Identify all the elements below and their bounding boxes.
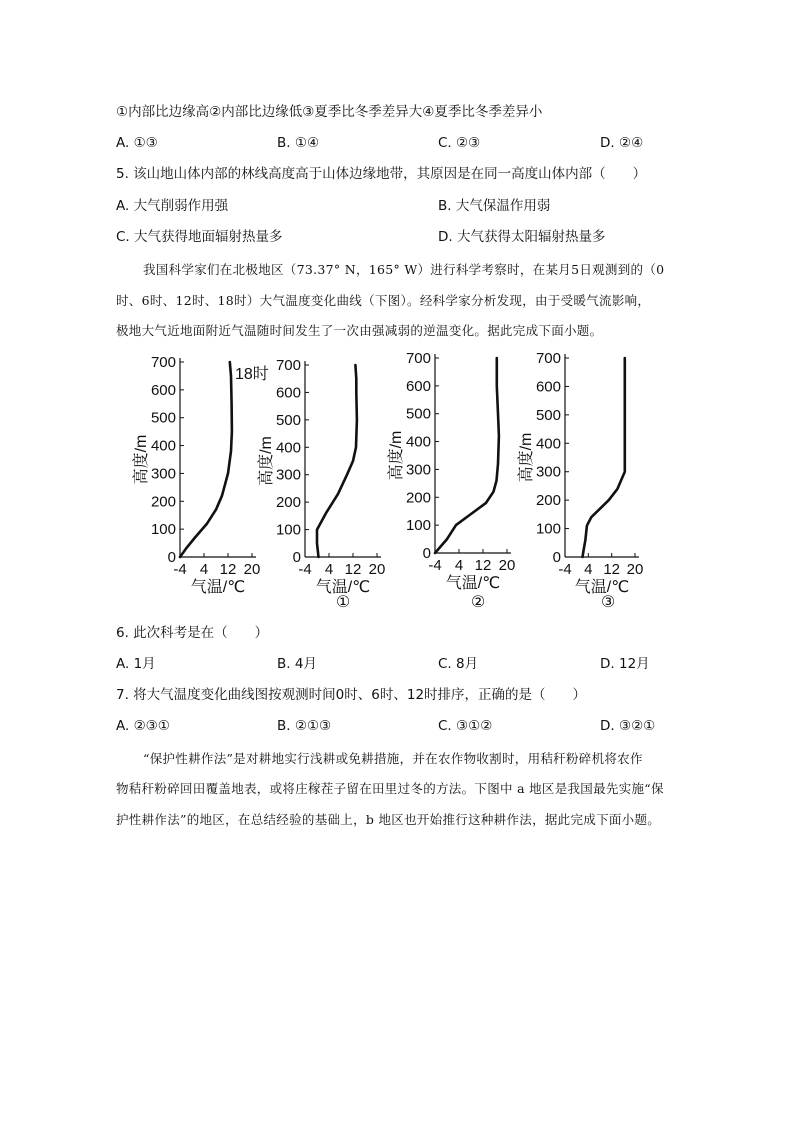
- y-tick-label: 300: [535, 463, 561, 481]
- x-tick-label: 20: [243, 561, 261, 578]
- y-tick-label: 400: [535, 435, 561, 453]
- x-tick-label: 4: [324, 561, 334, 578]
- passage1-line-1: 我国科学家们在北极地区（73.37° N，165° W）进行科学考察时，在某月5日观测到的（0: [143, 262, 665, 277]
- y-tick-label: 0: [422, 545, 431, 562]
- y-tick-label: 100: [405, 517, 431, 535]
- y-tick-label: 0: [552, 549, 561, 566]
- q4-statement: ①内部比边缘高②内部比边缘低③夏季比冬季差异大④夏季比冬季差异小: [116, 104, 543, 120]
- y-tick-label: 400: [150, 437, 176, 455]
- x-axis-label: 气温/℃: [574, 579, 630, 596]
- q4-option-d[interactable]: D. ②④: [600, 135, 644, 151]
- x-tick-label: 20: [368, 561, 386, 578]
- x-tick-label: 4: [584, 561, 593, 578]
- panel-label: 18时: [235, 366, 269, 383]
- y-tick-label: 200: [275, 494, 301, 512]
- q4-option-a[interactable]: A. ①③: [116, 135, 158, 151]
- q7-option-a[interactable]: A. ②③①: [116, 718, 170, 734]
- x-tick-label: -4: [298, 561, 312, 578]
- q6-option-b[interactable]: B. 4月: [277, 656, 317, 672]
- y-tick-label: 600: [275, 384, 301, 402]
- x-tick-label: 20: [498, 557, 516, 574]
- x-tick-label: -4: [558, 561, 572, 578]
- y-tick-label: 200: [405, 489, 431, 507]
- y-axis-label: 高度/m: [258, 436, 275, 486]
- panel-label: ②: [470, 594, 486, 611]
- y-tick-label: 500: [405, 405, 431, 423]
- y-tick-label: 600: [535, 378, 561, 396]
- x-axis-label: 气温/℃: [445, 575, 501, 592]
- y-tick-label: 500: [150, 409, 176, 427]
- y-axis-label: 高度/m: [133, 434, 150, 485]
- x-tick-label: 12: [603, 561, 621, 578]
- y-tick-label: 300: [275, 466, 301, 484]
- temperature-curve-3: [435, 358, 499, 553]
- x-tick-label: -4: [428, 557, 442, 574]
- x-tick-label: 4: [454, 557, 464, 574]
- q4-option-c[interactable]: C. ②③: [438, 135, 481, 151]
- passage2-line-1: “保护性耕作法”是对耕地实行浅耕或免耕措施，并在农作物收割时，用秸秆粉碎机将农作: [143, 751, 643, 766]
- q6-option-c[interactable]: C. 8月: [438, 656, 479, 672]
- y-tick-label: 700: [150, 354, 176, 371]
- y-tick-label: 700: [275, 357, 301, 374]
- passage2-line-2: 物秸秆粉碎回田覆盖地表，或将庄稼茬子留在田里过冬的方法。下图中 a 地区是我国最先实施“保: [116, 781, 664, 796]
- y-tick-label: 600: [150, 381, 176, 399]
- y-tick-label: 500: [535, 406, 561, 424]
- panel-label: ③: [600, 594, 616, 611]
- q6-stem: 6. 此次科考是在（ ）: [116, 625, 269, 641]
- q5-option-a[interactable]: A. 大气削弱作用强: [116, 198, 229, 214]
- q6-option-a[interactable]: A. 1月: [116, 656, 156, 672]
- x-tick-label: 12: [219, 561, 237, 578]
- x-axis-label: 气温/℃: [315, 579, 371, 596]
- x-tick-label: 12: [344, 561, 362, 578]
- y-tick-label: 600: [405, 377, 431, 395]
- y-tick-label: 0: [292, 549, 301, 566]
- passage2-line-3: 护性耕作法”的地区，在总结经验的基础上，b 地区也开始推行这种耕作法，据此完成下面小题。: [116, 812, 661, 827]
- x-tick-label: -4: [173, 561, 187, 578]
- x-tick-label: 12: [474, 557, 492, 574]
- y-axis-label: 高度/m: [388, 430, 405, 481]
- q6-option-d[interactable]: D. 12月: [600, 656, 650, 672]
- q7-option-c[interactable]: C. ③①②: [438, 718, 493, 734]
- temperature-curve-4: [583, 358, 625, 557]
- q4-option-b[interactable]: B. ①④: [277, 135, 320, 151]
- temperature-profile-charts: [0, 345, 794, 625]
- temperature-curve-2: [317, 365, 357, 557]
- q5-option-b[interactable]: B. 大气保温作用弱: [438, 198, 551, 214]
- y-tick-label: 0: [167, 549, 176, 566]
- y-tick-label: 700: [405, 350, 431, 367]
- passage1-line-2: 时、6时、12时、18时）大气温度变化曲线（下图）。经科学家分析发现，由于受暖气流影响，: [116, 293, 651, 308]
- y-tick-label: 100: [535, 520, 561, 538]
- x-tick-label: 20: [626, 561, 644, 578]
- passage1-line-3: 极地大气近地面附近气温随时间发生了一次由强减弱的逆温变化。据此完成下面小题。: [116, 323, 603, 338]
- y-tick-label: 400: [405, 433, 431, 451]
- y-tick-label: 400: [275, 439, 301, 457]
- panel-label: ①: [335, 594, 351, 611]
- y-tick-label: 200: [150, 493, 176, 511]
- q5-option-c[interactable]: C. 大气获得地面辐射热量多: [116, 229, 283, 245]
- x-axis-label: 气温/℃: [190, 579, 246, 596]
- y-tick-label: 700: [535, 350, 561, 367]
- y-tick-label: 200: [535, 492, 561, 510]
- q5-option-d[interactable]: D. 大气获得太阳辐射热量多: [438, 229, 606, 245]
- y-tick-label: 500: [275, 411, 301, 429]
- y-tick-label: 100: [275, 521, 301, 539]
- y-axis-label: 高度/m: [518, 432, 535, 483]
- temperature-curve-1: [180, 362, 232, 557]
- y-tick-label: 100: [150, 521, 176, 539]
- q7-stem: 7. 将大气温度变化曲线图按观测时间0时、6时、12时排序，正确的是（ ）: [116, 687, 587, 703]
- y-tick-label: 300: [150, 465, 176, 483]
- q5-stem: 5. 该山地山体内部的林线高度高于山体边缘地带，其原因是在同一高度山体内部（ ）: [116, 166, 647, 182]
- q7-option-b[interactable]: B. ②①③: [277, 718, 332, 734]
- y-tick-label: 300: [405, 461, 431, 479]
- q7-option-d[interactable]: D. ③②①: [600, 718, 656, 734]
- x-tick-label: 4: [199, 561, 209, 578]
